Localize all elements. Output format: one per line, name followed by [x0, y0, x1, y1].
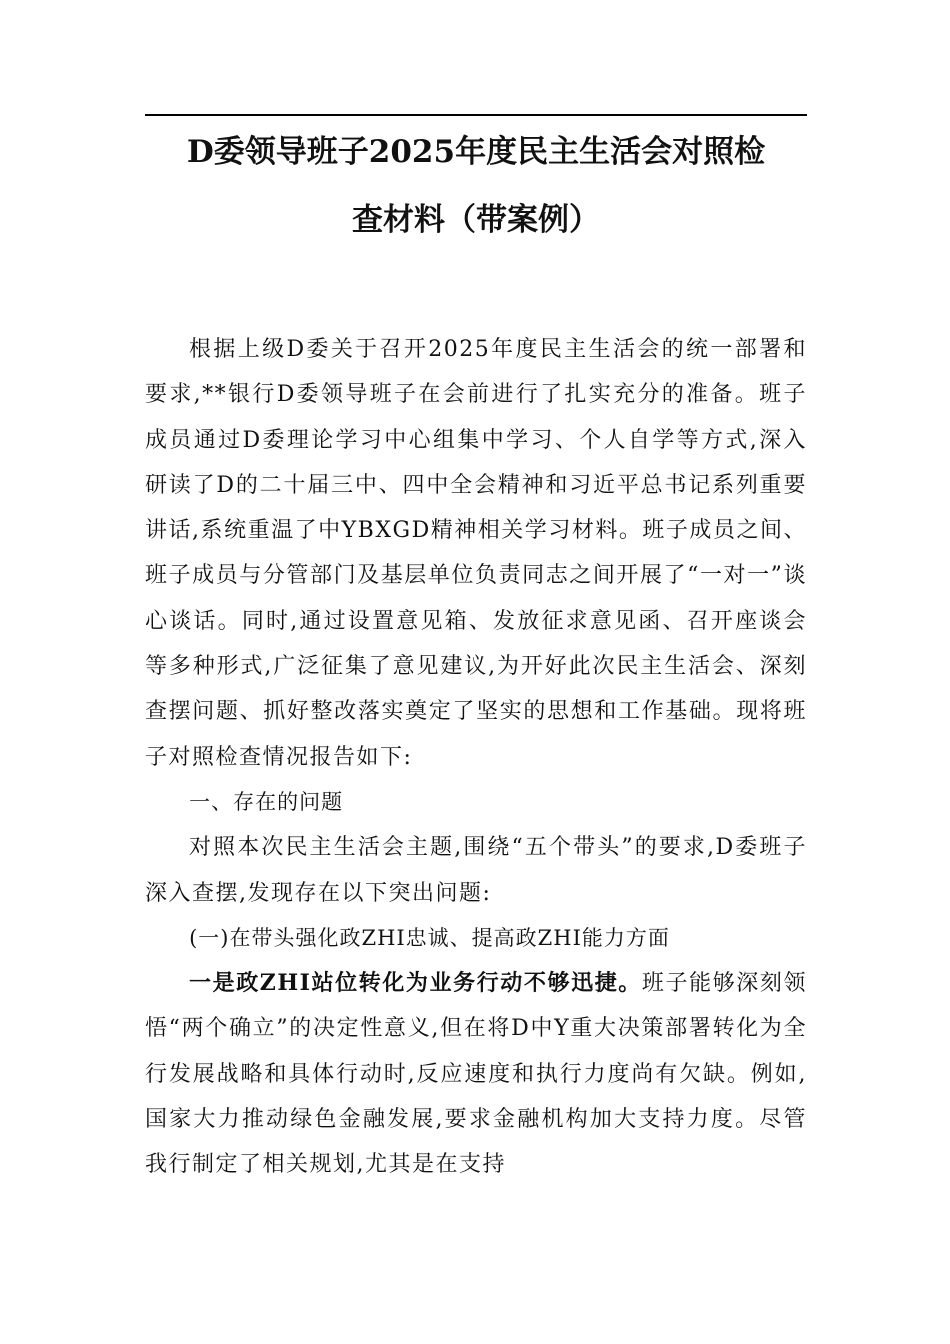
document-body	[145, 327, 807, 1188]
issue-body-text: 班子能够深刻领悟“两个确立”的决定性意义,但在将D中Y重大决策部署转化为全行发展战略和具体行动时,反应速度和执行力度尚有欠缺。例如,国家大力推动绿色金融发展,要求金融机构加大支持力度。尽管我行制定了相关规划,尤其是在支持	[145, 971, 807, 1178]
top-rule	[145, 114, 807, 116]
section-heading: 一、存在的问题	[189, 789, 344, 814]
title-line-2: 查材料（带案例）	[352, 202, 600, 238]
section-intro-paragraph: 对照本次民主生活会主题,围绕“五个带头”的要求,D委班子深入查摆,发现存在以下突出问题:	[145, 835, 807, 906]
issue-lead-text: 一是政ZHI站位转化为业务行动不够迅捷。	[189, 970, 642, 997]
subsection-heading: (一)在带头强化政ZHI忠诚、提高政ZHI能力方面	[189, 925, 670, 950]
issue-paragraph	[145, 961, 807, 1187]
title-line-1: D委领导班子2025年度民主生活会对照检	[186, 134, 766, 170]
intro-paragraph: 根据上级D委关于召开2025年度民主生活会的统一部署和要求,**银行D委领导班子在会前进行了扎实充分的准备。班子成员通过D委理论学习中心组集中学习、个人自学等方式,深入研读了D的二十届三中、四中全会精神和习近平总书记系列重要讲话,系统重温了中YBXGD精神相关学习材料。班子成员之间、班子成员与分管部门及基层单位负责同志之间开展了“一对一”谈心谈话。同时,通过设置意见箱、发放征求意见函、召开座谈会等多种形式,广泛征集了意见建议,为开好此次民主生活会、深刻查摆问题、抓好整改落实奠定了坚实的思想和工作基础。现将班子对照检查情况报告如下:	[145, 337, 807, 770]
document-title	[145, 118, 807, 254]
